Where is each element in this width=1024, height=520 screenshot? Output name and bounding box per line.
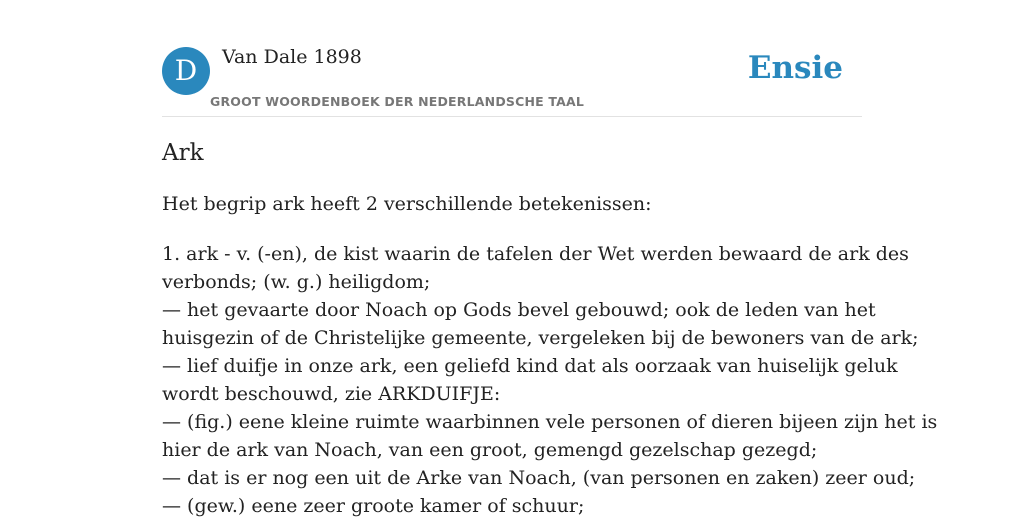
definition-line: — (gew.) eene zeer groote kamer of schuur; — [162, 495, 585, 517]
definition-line: verbonds; (w. g.) heiligdom; — [162, 271, 431, 293]
entry-term: Ark — [162, 140, 204, 166]
definition-line: — lief duifje in onze ark, een geliefd kind dat als oorzaak van huiselijk geluk — [162, 355, 898, 377]
definition-line: — (fig.) eene kleine ruimte waarbinnen vele personen of dieren bijeen zijn het is — [162, 411, 938, 433]
definition-line: hier de ark van Noach, van een groot, gemengd gezelschap gezegd; — [162, 439, 818, 461]
entry-definition — [162, 240, 938, 520]
brand-logo[interactable]: Ensie — [747, 50, 843, 86]
dictionary-title[interactable]: Van Dale 1898 — [222, 46, 362, 68]
page — [162, 0, 938, 517]
definition-line: — dat is er nog een uit de Arke van Noach, (van personen en zaken) zeer oud; — [162, 467, 916, 489]
definition-line: 1. ark - v. (-en), de kist waarin de tafelen der Wet werden bewaard de ark des — [162, 243, 909, 265]
definition-line: huisgezin of de Christelijke gemeente, vergeleken bij de bewoners van de ark; — [162, 327, 919, 349]
definition-line: — het gevaarte door Noach op Gods bevel gebouwd; ook de leden van het — [162, 299, 876, 321]
dictionary-subtitle: GROOT WOORDENBOEK DER NEDERLANDSCHE TAAL — [210, 94, 585, 109]
definition-line: wordt beschouwd, zie ARKDUIFJE: — [162, 383, 501, 405]
dictionary-logo[interactable]: D — [162, 47, 210, 95]
entry-intro: Het begrip ark heeft 2 verschillende betekenissen: — [162, 193, 652, 215]
header — [162, 0, 862, 117]
